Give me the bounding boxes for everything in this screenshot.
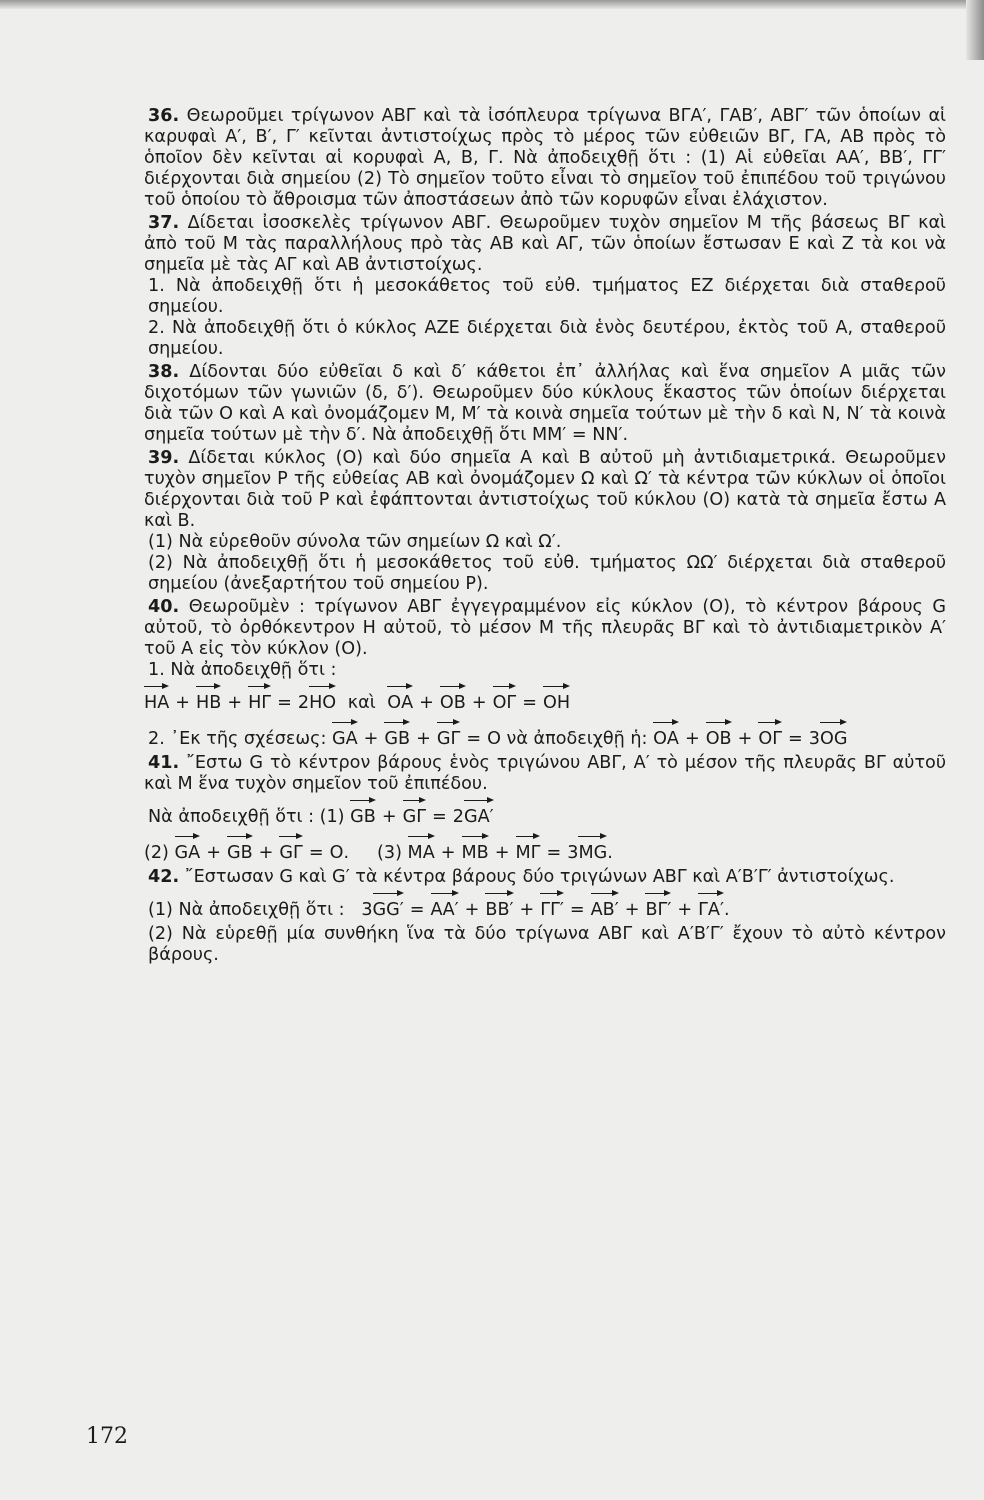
problem-number: 38. [148, 362, 180, 382]
page-content [144, 106, 946, 966]
problem-39 [144, 448, 946, 532]
coefficient: 3 [567, 843, 579, 863]
vector: ΗΒ [196, 683, 221, 717]
vector: ΜΑ [408, 833, 435, 867]
problem-number: 37. [148, 213, 180, 233]
vector: ΜΓ [516, 833, 541, 867]
problem-text: Θεωροῦμὲν : τρίγωνον ΑΒΓ ἐγγεγραμμένον εἰς κύκλον (Ο), τὸ κέντρον βάρους G αὐτοῦ, τὸ ὀρθόκεντρον Η αὐτοῦ, τὸ μέσον Μ τῆς πλευρᾶς ΒΓ καὶ τὸ ἀντιδιαμετρικὸν Α′ τοῦ Α εἰς τὸν κύκλον (Ο). [144, 597, 946, 659]
vector: ΗΟ [309, 683, 336, 717]
problem-41 [144, 753, 946, 795]
coefficient: 2 [452, 807, 464, 827]
vector: ΜΒ [462, 833, 489, 867]
problem-40-item-1: 1. Νὰ ἀποδειχθῇ ὅτι : [148, 660, 337, 680]
problem-number: 39. [148, 448, 180, 468]
vector: ΗΓ [248, 683, 271, 717]
page-top-edge [0, 0, 984, 9]
vector: GΒ [227, 833, 253, 867]
problem-37-item-1: 1. Νὰ ἀποδειχθῇ ὅτι ἡ μεσοκάθετος τοῦ εὐθ. τμήματος ΕΖ διέρχεται διὰ σταθεροῦ σημείου. [148, 276, 946, 317]
vector: GΒ [384, 719, 410, 753]
problem-text: ῎Εστω G τὸ κέντρον βάρους ἑνὸς τριγώνου ΑΒΓ, Α′ τὸ μέσον τῆς πλευρᾶς ΒΓ αὐτοῦ καὶ Μ ἕνα τυχὸν σημεῖον τοῦ ἐπιπέδου. [144, 753, 946, 794]
rhs: Ο [487, 729, 501, 749]
problem-text: Δίδονται δύο εὐθεῖαι δ καὶ δ′ κάθετοι ἐπ᾽ ἀλλήλας καὶ ἕνα σημεῖον Α μιᾶς τῶν διχοτόμων τῶν γωνιῶν (δ, δ′). Θεωροῦμεν δύο κύκλους ἕκαστος τῶν ὁποίων διέρχεται διὰ τῶν Ο καὶ Α καὶ ὀνομάζομεν Μ, Μ′ τὰ κοινὰ σημεῖα τούτων μὲ τὴν δ καὶ Ν, Ν′ τὰ κοινὰ σημεῖα τούτων μὲ τὴν δ′. Νὰ ἀποδειχθῇ ὅτι ΜΜ′ = ΝΝ′. [144, 362, 946, 445]
vector: ΜG [578, 833, 607, 867]
page-number: 172 [86, 1424, 128, 1449]
problem-42 [144, 867, 946, 888]
problem-37 [144, 213, 946, 276]
vector: ΑΑ′ [431, 890, 459, 924]
problem-40-equation-2: 2. ᾿Εκ τῆς σχέσεως: GΑ + GΒ + GΓ = Ο νὰ ἀποδειχθῇ ἡ: ΟΑ + ΟΒ + ΟΓ = 3ΟG [144, 717, 946, 753]
problem-41-equation-1: Νὰ ἀποδειχθῇ ὅτι : (1) GΒ + GΓ = 2GΑ′ [144, 795, 946, 831]
item-label: (3) [377, 843, 402, 863]
item-prefix: 2. ᾿Εκ τῆς σχέσεως: [148, 729, 327, 749]
item-prefix: Νὰ ἀποδειχθῇ ὅτι : (1) [148, 807, 345, 827]
vector: GG′ [373, 890, 404, 924]
vector: ΟΓ [493, 683, 517, 717]
vector: ΟΒ [440, 683, 466, 717]
problem-39-item-2: (2) Νὰ ἀποδειχθῇ ὅτι ἡ μεσοκάθετος τοῦ εὐθ. τμήματος ΩΩ′ διέρχεται διὰ σταθεροῦ σημείου (ἀνεξαρτήτου τοῦ σημείου Ρ). [148, 553, 946, 594]
item-mid: νὰ ἀποδειχθῇ ἡ: [506, 729, 648, 749]
coefficient: 2 [297, 693, 310, 713]
problem-40-equation-1: ΗΑ + ΗΒ + ΗΓ = 2ΗΟ καὶ ΟΑ + ΟΒ + ΟΓ = ΟΗ [144, 681, 946, 717]
vector: GΓ [279, 833, 302, 867]
problem-38 [144, 362, 946, 446]
vector: GΑ [332, 719, 358, 753]
vector: GΑ [175, 833, 201, 867]
end-mark: . [607, 843, 613, 863]
problem-40 [144, 597, 946, 660]
problem-text: Δίδεται κύκλος (Ο) καὶ δύο σημεῖα Α καὶ Β αὐτοῦ μὴ ἀντιδιαμετρικά. Θεωροῦμεν τυχὸν σημεῖον Ρ τῆς εὐθείας ΑΒ καὶ ὀνομάζομεν Ω καὶ Ω′ τὰ κέντρα τῶν κύκλων οἱ ὁποῖοι διέρχονται διὰ τοῦ Ρ καὶ ἐφάπτονται ἀντιστοίχως τοῦ κύκλου (Ο) κατὰ τὰ σημεῖα ἔστω Α καὶ Β. [144, 448, 946, 531]
coefficient: 3 [361, 900, 373, 920]
vector: GΓ [403, 797, 426, 831]
problem-42-equation: (1) Νὰ ἀποδειχθῇ ὅτι : 3GG′ = ΑΑ′ + ΒΒ′ + ΓΓ′ = ΑΒ′ + ΒΓ′ + ΓΑ′. [144, 888, 946, 924]
problem-text: ῎Εστωσαν G καὶ G′ τὰ κέντρα βάρους δύο τριγώνων ΑΒΓ καὶ Α′Β′Γ′ ἀντιστοίχως. [184, 867, 895, 887]
item-label: (2) [144, 843, 169, 863]
vector: ΟΑ [387, 683, 413, 717]
vector: GΓ [437, 719, 460, 753]
problem-text: Δίδεται ἰσοσκελὲς τρίγωνον ΑΒΓ. Θεωροῦμεν τυχὸν σημεῖον Μ τῆς βάσεως ΒΓ καὶ ἀπὸ τοῦ Μ τὰς παραλλήλους πρὸ τὰς ΑΒ καὶ ΑΓ, τῶν ὁποίων ἔστωσαν Ε καὶ Ζ τὰ κοι νὰ σημεῖα μὲ τὰς ΑΓ καὶ ΑΒ ἀντιστοίχως. [144, 213, 947, 275]
problem-number: 40. [148, 597, 180, 617]
coefficient: 3 [808, 729, 820, 749]
vector: ΟΑ [653, 719, 679, 753]
vector: ΟG [820, 719, 847, 753]
rhs: Ο. [329, 843, 350, 863]
end-mark: . [723, 900, 730, 920]
problem-37-item-2: 2. Νὰ ἀποδειχθῇ ὅτι ὁ κύκλος ΑΖΕ διέρχεται διὰ ἑνὸς δευτέρου, ἐκτὸς τοῦ Α, σταθεροῦ σημείου. [148, 318, 946, 359]
vector: GΑ′ [464, 797, 494, 831]
problem-number: 41. [148, 753, 180, 773]
vector: ΑΒ′ [591, 890, 619, 924]
vector: ΟΓ [758, 719, 782, 753]
problem-39-item-1: (1) Νὰ εὑρεθοῦν σύνολα τῶν σημείων Ω καὶ Ω′. [148, 532, 562, 552]
conjunction: καὶ [347, 693, 376, 713]
problem-number: 42. [148, 867, 180, 887]
vector: ΓΓ′ [540, 890, 564, 924]
page-right-shadow [966, 0, 984, 60]
problem-number: 36. [148, 106, 180, 126]
problem-42-item-2: (2) Νὰ εὑρεθῇ μία συνθήκη ἵνα τὰ δύο τρίγωνα ΑΒΓ καὶ Α′Β′Γ′ ἔχουν τὸ αὐτὸ κέντρον βάρους. [148, 924, 946, 965]
vector: ΒΓ′ [645, 890, 671, 924]
vector: GΒ [350, 797, 376, 831]
problem-36 [144, 106, 946, 211]
vector: ΓΑ′ [698, 890, 724, 924]
vector: ΟΒ [706, 719, 732, 753]
vector: ΒΒ′ [485, 890, 513, 924]
vector: ΗΑ [144, 683, 169, 717]
problem-41-equation-2: (2) GΑ + GΒ + GΓ = Ο. (3) ΜΑ + ΜΒ + ΜΓ = 3ΜG. [144, 831, 946, 867]
problem-text: Θεωροῦμει τρίγωνον ΑΒΓ καὶ τὰ ἰσόπλευρα τρίγωνα ΒΓΑ′, ΓΑΒ′, ΑΒΓ′ τῶν ὁποίων αἱ καρυφαὶ Α′, Β′, Γ′ κεῖνται ἀντιστοίχως πρὸς τὸ μέρος τῶν εὐθειῶν ΒΓ, ΓΑ, ΑΒ πρὸς τὸ ὁποῖον δὲν κεῖνται αἱ κορυφαὶ Α, Β, Γ. Νὰ ἀποδειχθῇ ὅτι : (1) Αἱ εὐθεῖαι ΑΑ′, ΒΒ′, ΓΓ′ διέρχονται διὰ σημείου (2) Τὸ σημεῖον τοῦτο εἶναι τὸ σημεῖον τοῦ ἐπιπέδου τοῦ τριγώνου τοῦ ὁποίου τὸ ἄθροισμα τῶν ἀποστάσεων ἀπὸ τῶν κορυφῶν εἶναι ἐλάχιστον. [144, 106, 947, 210]
item-prefix: (1) Νὰ ἀποδειχθῇ ὅτι : [148, 900, 345, 920]
vector: ΟΗ [543, 683, 570, 717]
